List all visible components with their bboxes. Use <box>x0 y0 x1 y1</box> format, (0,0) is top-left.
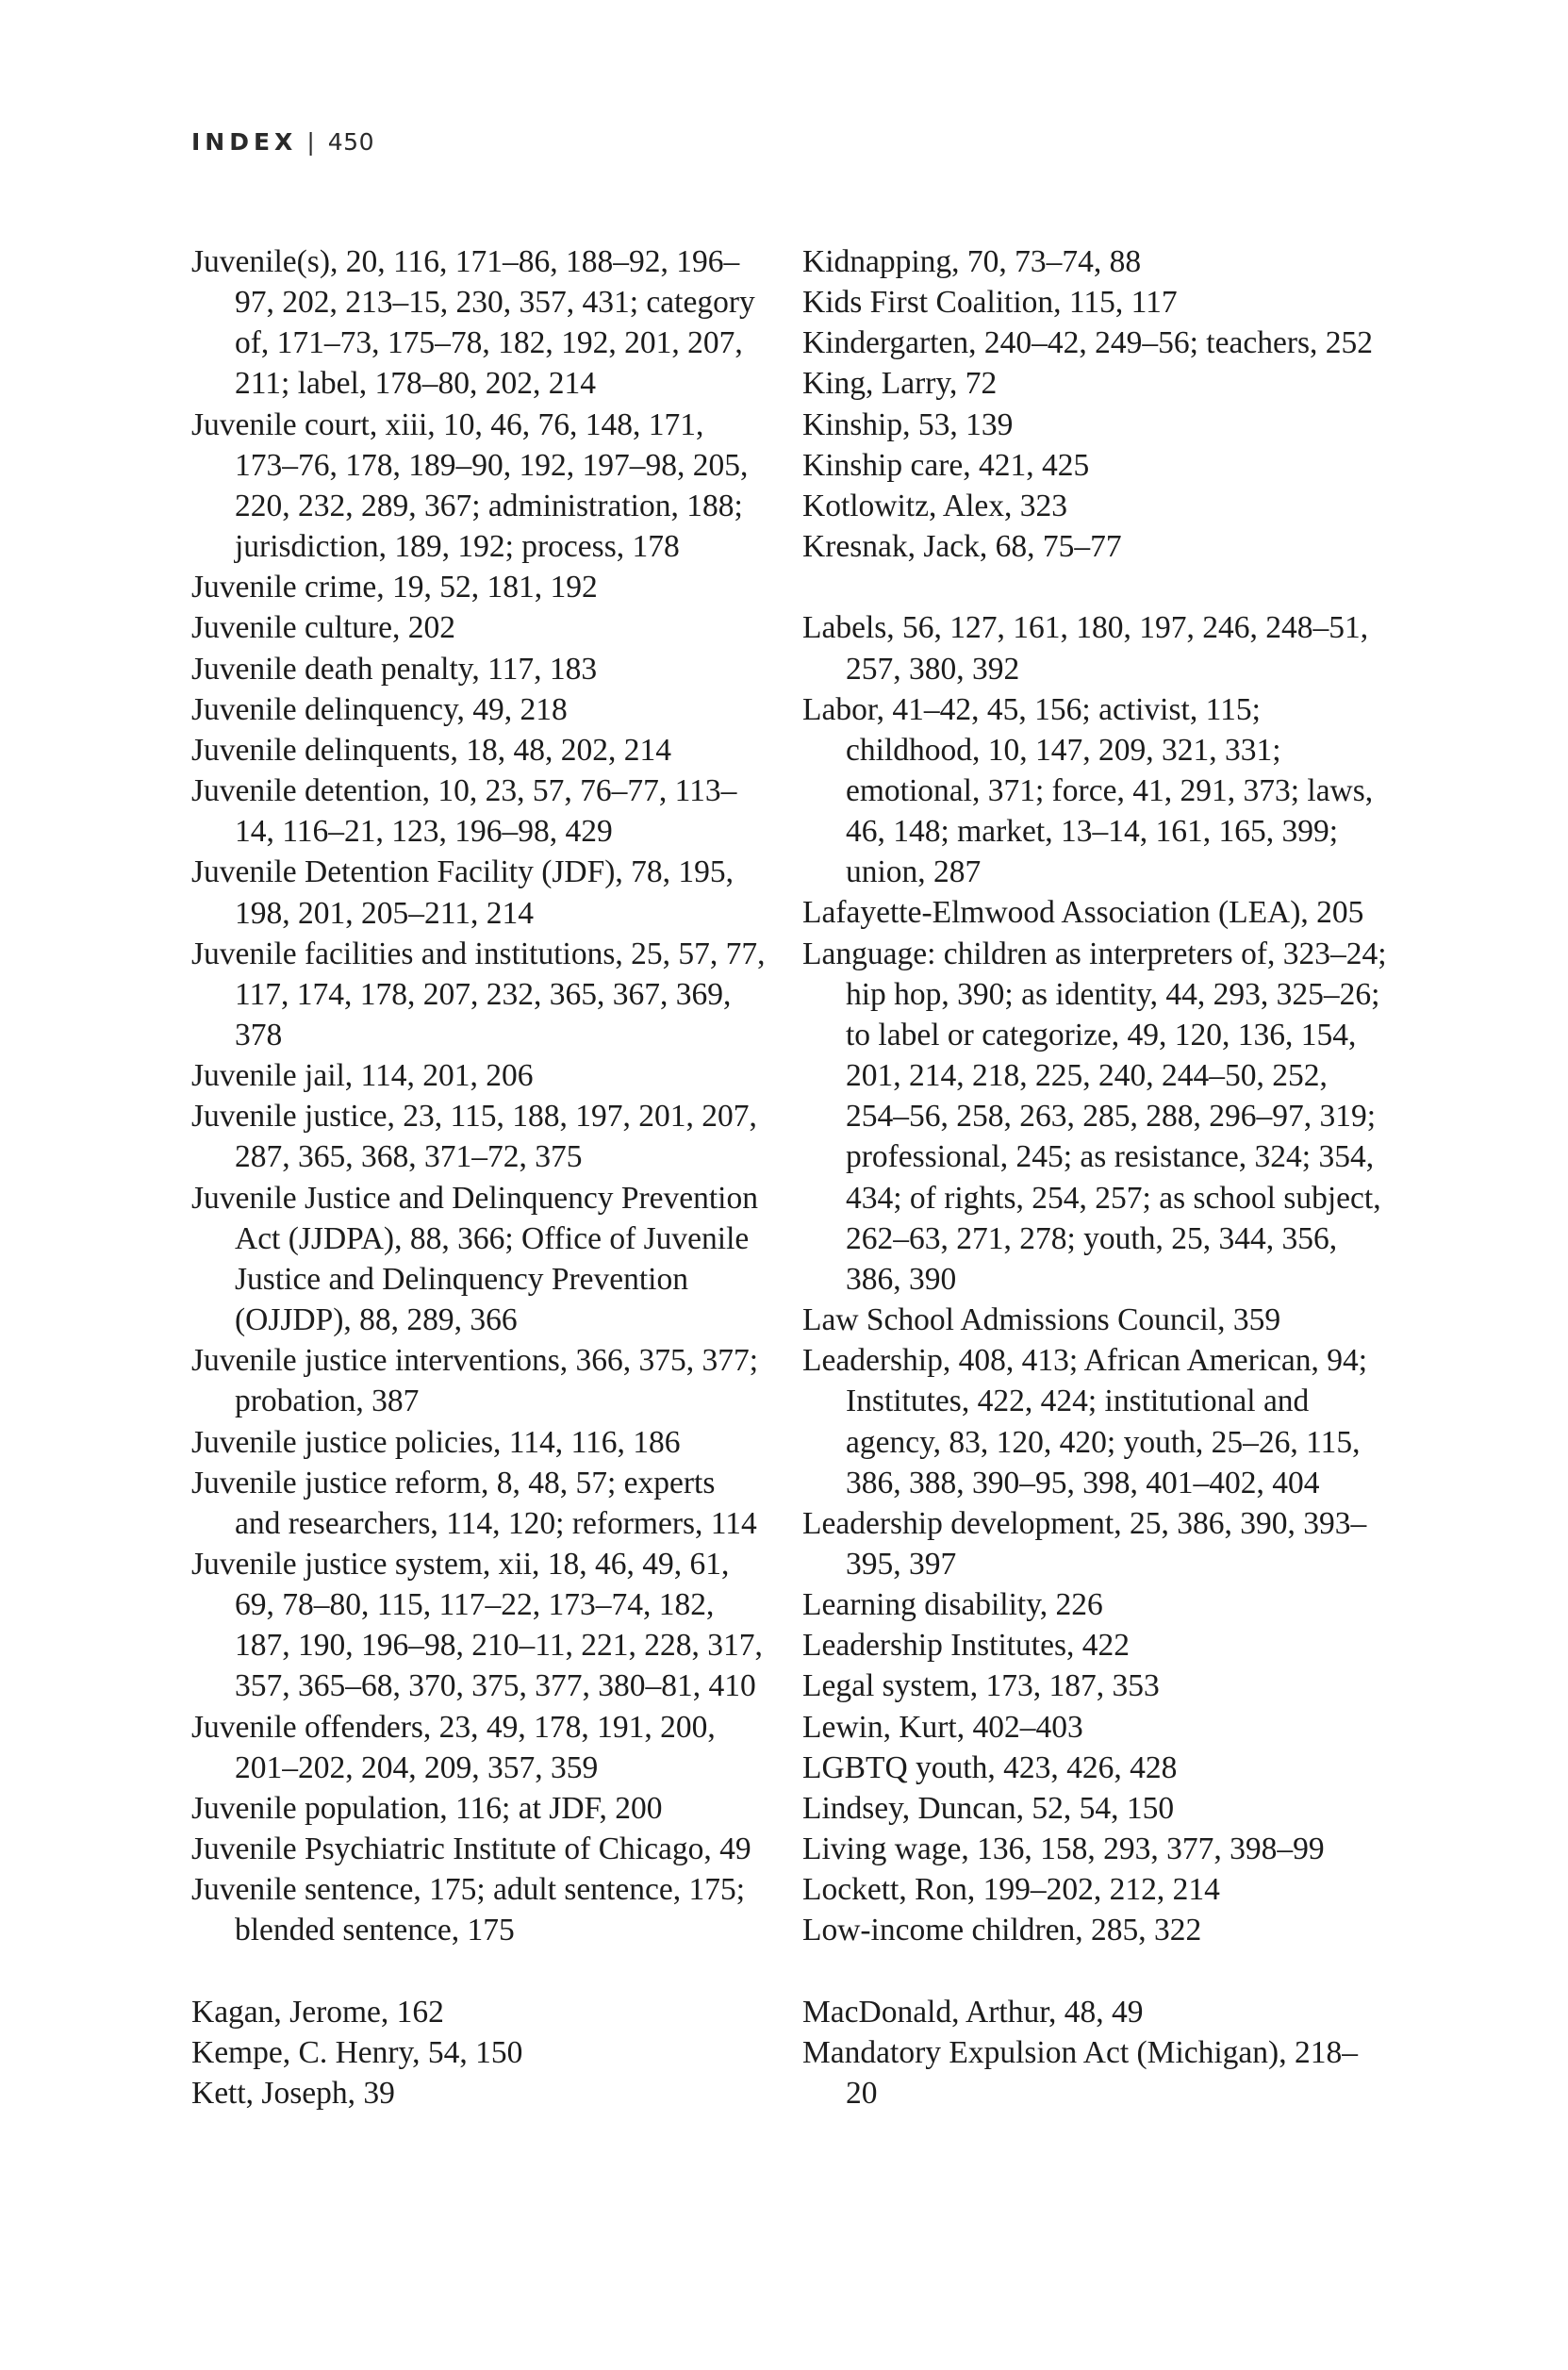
group-spacer <box>802 567 1387 607</box>
index-entry: Juvenile detention, 10, 23, 57, 76–77, 113–14, 116–21, 123, 196–98, 429 <box>191 773 737 850</box>
index-entry: Juvenile crime, 19, 52, 181, 192 <box>191 570 598 605</box>
index-entry: Kett, Joseph, 39 <box>191 2076 395 2112</box>
index-entry: Juvenile court, xiii, 10, 46, 76, 148, 171, 173–76, 178, 189–90, 192, 197–98, 205, 220, 232, 289, 367; administration, 188; jurisdiction, 189, 192; process, 178 <box>191 406 749 565</box>
index-entry: Lafayette-Elmwood Association (LEA), 205 <box>802 895 1364 931</box>
index-entry: Juvenile culture, 202 <box>191 610 456 646</box>
index-group-k <box>191 1992 767 2113</box>
index-entry: Leadership Institutes, 422 <box>802 1628 1131 1664</box>
index-entry: Kinship, 53, 139 <box>802 406 1014 442</box>
index-entry: Juvenile justice policies, 114, 116, 186 <box>191 1424 681 1460</box>
index-entry: Juvenile justice, 23, 115, 188, 197, 201, 207, 287, 365, 368, 371–72, 375 <box>191 1099 757 1175</box>
index-entry: Living wage, 136, 158, 293, 377, 398–99 <box>802 1831 1325 1867</box>
index-entry: Juvenile jail, 114, 201, 206 <box>191 1058 534 1094</box>
index-entry: Labels, 56, 127, 161, 180, 197, 246, 248–51, 257, 380, 392 <box>802 610 1369 687</box>
index-entry: Low-income children, 285, 322 <box>802 1913 1202 1948</box>
index-entry: Juvenile Justice and Delinquency Prevention Act (JJDPA), 88, 366; Office of Juvenile Justice and Delinquency Prevention (OJJDP), 88, 289, 366 <box>191 1180 758 1338</box>
index-entry: Kresnak, Jack, 68, 75–77 <box>802 529 1122 565</box>
index-entry: Kotlowitz, Alex, 323 <box>802 488 1068 523</box>
index-entry: Juvenile delinquents, 18, 48, 202, 214 <box>191 732 671 768</box>
index-entry: Mandatory Expulsion Act (Michigan), 218–20 <box>802 2034 1358 2111</box>
index-entry: Juvenile offenders, 23, 49, 178, 191, 200, 201–202, 204, 209, 357, 359 <box>191 1709 716 1785</box>
index-entry: Juvenile delinquency, 49, 218 <box>191 691 568 727</box>
index-column-right <box>802 241 1387 2113</box>
running-head <box>191 128 374 156</box>
index-entry: Kindergarten, 240–42, 249–56; teachers, 252 <box>802 325 1374 361</box>
index-entry: Kinship care, 421, 425 <box>802 447 1090 483</box>
index-group-k <box>802 241 1387 567</box>
index-entry: Labor, 41–42, 45, 156; activist, 115; childhood, 10, 147, 209, 321, 331; emotional, 371; force, 41, 291, 373; laws, 46, 148; market, 13–14, 161, 165, 399; union, 287 <box>802 691 1374 890</box>
index-group-l <box>802 607 1387 1950</box>
index-entry: Kagan, Jerome, 162 <box>191 1994 444 2030</box>
index-entry: Lockett, Ron, 199–202, 212, 214 <box>802 1872 1220 1908</box>
index-group-m <box>802 1992 1387 2113</box>
index-entry: Juvenile sentence, 175; adult sentence, 175; blended sentence, 175 <box>191 1872 746 1948</box>
group-spacer <box>802 1951 1387 1992</box>
index-entry: LGBTQ youth, 423, 426, 428 <box>802 1749 1178 1785</box>
index-entry: Lewin, Kurt, 402–403 <box>802 1709 1083 1745</box>
index-entry: Juvenile Psychiatric Institute of Chicago, 49 <box>191 1831 751 1867</box>
index-entry: Juvenile facilities and institutions, 25, 57, 77, 117, 174, 178, 207, 232, 365, 367, 369, 378 <box>191 936 766 1052</box>
index-entry: Juvenile justice reform, 8, 48, 57; experts and researchers, 114, 120; reformers, 114 <box>191 1465 757 1541</box>
page-number: 450 <box>327 128 374 156</box>
index-entry: Juvenile justice system, xii, 18, 46, 49, 61, 69, 78–80, 115, 117–22, 173–74, 182, 187, 190, 196–98, 210–11, 221, 228, 317, 357, 365–68, 370, 375, 377, 380–81, 410 <box>191 1547 763 1704</box>
index-entry: Leadership development, 25, 386, 390, 393–395, 397 <box>802 1505 1367 1582</box>
index-group-j <box>191 241 767 1951</box>
index-entry: Juvenile population, 116; at JDF, 200 <box>191 1790 663 1826</box>
index-entry: Juvenile Detention Facility (JDF), 78, 195, 198, 201, 205–211, 214 <box>191 854 734 931</box>
index-entry: Leadership, 408, 413; African American, 94; Institutes, 422, 424; institutional and agency, 83, 120, 420; youth, 25–26, 115, 386, 388, 390–95, 398, 401–402, 404 <box>802 1343 1368 1500</box>
index-column-left <box>191 241 767 2113</box>
index-entry: Law School Admissions Council, 359 <box>802 1302 1281 1338</box>
index-entry: Language: children as interpreters of, 323–24; hip hop, 390; as identity, 44, 293, 325–26; to label or categorize, 49, 120, 136, 154, 201, 214, 218, 225, 240, 244–50, 252, 254–56, 258, 263, 285, 288, 296–97, 319; professional, 245; as resistance, 324; 354, 434; of rights, 254, 257; as school subject, 262–63, 271, 278; youth, 25, 344, 356, 386, 390 <box>802 936 1387 1297</box>
index-entry: Juvenile(s), 20, 116, 171–86, 188–92, 196–97, 202, 213–15, 230, 357, 431; category of, 171–73, 175–78, 182, 192, 201, 207, 211; label, 178–80, 202, 214 <box>191 244 755 402</box>
running-head-separator: | <box>306 128 315 156</box>
index-entry: Legal system, 173, 187, 353 <box>802 1668 1160 1704</box>
index-entry: MacDonald, Arthur, 48, 49 <box>802 1994 1144 2030</box>
index-entry: Juvenile death penalty, 117, 183 <box>191 651 598 687</box>
group-spacer <box>191 1951 767 1992</box>
index-entry: Juvenile justice interventions, 366, 375, 377; probation, 387 <box>191 1343 759 1419</box>
running-head-title: INDEX <box>191 128 298 156</box>
index-entry: Learning disability, 226 <box>802 1587 1103 1623</box>
index-entry: Kidnapping, 70, 73–74, 88 <box>802 244 1142 279</box>
index-entry: Kempe, C. Henry, 54, 150 <box>191 2034 523 2070</box>
index-entry: King, Larry, 72 <box>802 366 998 402</box>
index-entry: Kids First Coalition, 115, 117 <box>802 285 1178 321</box>
index-entry: Lindsey, Duncan, 52, 54, 150 <box>802 1790 1175 1826</box>
